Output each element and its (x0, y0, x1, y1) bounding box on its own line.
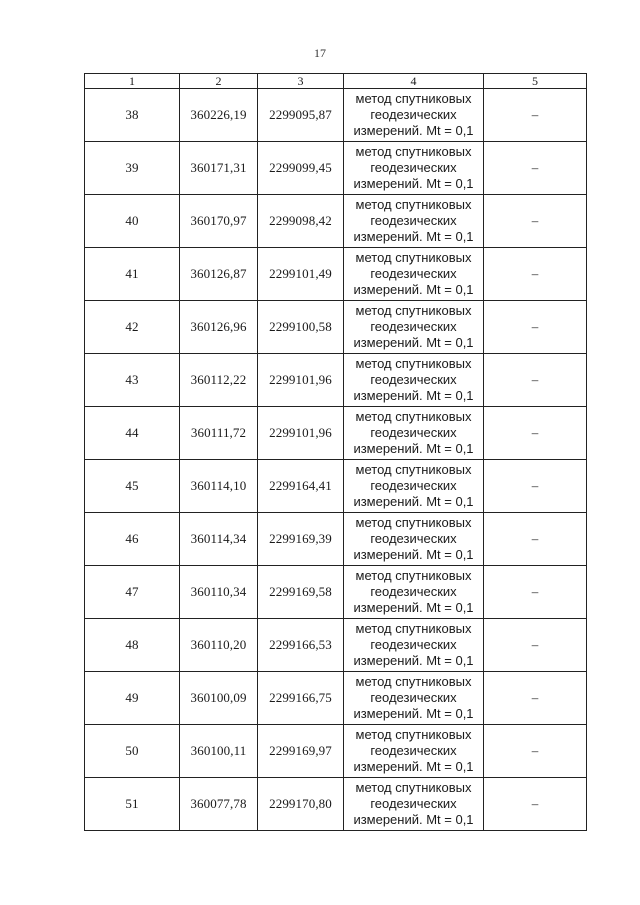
method-line: метод спутниковых (355, 727, 472, 742)
column-5-cell: – (484, 566, 587, 619)
point-number-cell: 41 (85, 248, 180, 301)
header-col-5: 5 (484, 74, 587, 89)
method-cell (344, 89, 484, 142)
y-coordinate-cell: 2299098,42 (258, 195, 344, 248)
column-5-cell: – (484, 619, 587, 672)
point-number-cell: 40 (85, 195, 180, 248)
y-coordinate-cell: 2299099,45 (258, 142, 344, 195)
method-line: измерений. Mt = 0,1 (353, 229, 474, 244)
method-line: измерений. Mt = 0,1 (353, 335, 474, 350)
table-row (85, 725, 587, 778)
method-cell (344, 619, 484, 672)
y-coordinate-cell: 2299170,80 (258, 778, 344, 831)
point-number-cell: 49 (85, 672, 180, 725)
method-cell (344, 301, 484, 354)
x-coordinate-cell: 360112,22 (180, 354, 258, 407)
x-coordinate-cell: 360100,09 (180, 672, 258, 725)
table-row (85, 566, 587, 619)
method-line: измерений. Mt = 0,1 (353, 282, 474, 297)
method-line: метод спутниковых (355, 568, 472, 583)
method-line: геодезических (370, 372, 457, 387)
method-line: метод спутниковых (355, 91, 472, 106)
method-line: геодезических (370, 160, 457, 175)
column-5-cell: – (484, 407, 587, 460)
y-coordinate-cell: 2299169,58 (258, 566, 344, 619)
method-line: метод спутниковых (355, 780, 472, 795)
column-5-cell: – (484, 778, 587, 831)
method-line: метод спутниковых (355, 462, 472, 477)
x-coordinate-cell: 360114,10 (180, 460, 258, 513)
column-5-cell: – (484, 142, 587, 195)
table-header (85, 74, 587, 89)
coordinates-table (84, 73, 587, 831)
method-line: метод спутниковых (355, 674, 472, 689)
table-row (85, 407, 587, 460)
method-line: измерений. Mt = 0,1 (353, 547, 474, 562)
method-line: измерений. Mt = 0,1 (353, 123, 474, 138)
method-cell (344, 142, 484, 195)
method-line: измерений. Mt = 0,1 (353, 812, 474, 827)
point-number-cell: 48 (85, 619, 180, 672)
y-coordinate-cell: 2299100,58 (258, 301, 344, 354)
table-row (85, 672, 587, 725)
table-row (85, 142, 587, 195)
y-coordinate-cell: 2299169,39 (258, 513, 344, 566)
header-col-3: 3 (258, 74, 344, 89)
y-coordinate-cell: 2299101,49 (258, 248, 344, 301)
header-row (85, 74, 587, 89)
x-coordinate-cell: 360111,72 (180, 407, 258, 460)
table-row (85, 248, 587, 301)
y-coordinate-cell: 2299169,97 (258, 725, 344, 778)
table-row (85, 513, 587, 566)
table-row (85, 619, 587, 672)
method-cell (344, 513, 484, 566)
header-col-1: 1 (85, 74, 180, 89)
method-line: геодезических (370, 743, 457, 758)
method-line: метод спутниковых (355, 515, 472, 530)
method-line: измерений. Mt = 0,1 (353, 600, 474, 615)
method-line: метод спутниковых (355, 621, 472, 636)
method-line: геодезических (370, 107, 457, 122)
y-coordinate-cell: 2299101,96 (258, 354, 344, 407)
method-line: метод спутниковых (355, 356, 472, 371)
column-5-cell: – (484, 672, 587, 725)
column-5-cell: – (484, 195, 587, 248)
method-cell (344, 354, 484, 407)
method-cell (344, 778, 484, 831)
y-coordinate-cell: 2299166,75 (258, 672, 344, 725)
method-line: измерений. Mt = 0,1 (353, 759, 474, 774)
method-line: метод спутниковых (355, 197, 472, 212)
table-row (85, 354, 587, 407)
method-line: измерений. Mt = 0,1 (353, 176, 474, 191)
x-coordinate-cell: 360226,19 (180, 89, 258, 142)
method-line: измерений. Mt = 0,1 (353, 494, 474, 509)
point-number-cell: 47 (85, 566, 180, 619)
method-line: измерений. Mt = 0,1 (353, 653, 474, 668)
method-cell (344, 407, 484, 460)
method-line: геодезических (370, 796, 457, 811)
method-line: геодезических (370, 690, 457, 705)
method-cell (344, 195, 484, 248)
point-number-cell: 44 (85, 407, 180, 460)
table-row (85, 460, 587, 513)
method-line: измерений. Mt = 0,1 (353, 706, 474, 721)
point-number-cell: 46 (85, 513, 180, 566)
method-line: геодезических (370, 319, 457, 334)
method-line: геодезических (370, 478, 457, 493)
method-line: метод спутниковых (355, 303, 472, 318)
column-5-cell: – (484, 460, 587, 513)
point-number-cell: 45 (85, 460, 180, 513)
method-line: геодезических (370, 425, 457, 440)
method-line: метод спутниковых (355, 144, 472, 159)
method-cell (344, 566, 484, 619)
header-col-4: 4 (344, 74, 484, 89)
point-number-cell: 43 (85, 354, 180, 407)
column-5-cell: – (484, 513, 587, 566)
point-number-cell: 51 (85, 778, 180, 831)
point-number-cell: 50 (85, 725, 180, 778)
x-coordinate-cell: 360126,87 (180, 248, 258, 301)
x-coordinate-cell: 360114,34 (180, 513, 258, 566)
table-body (85, 89, 587, 831)
column-5-cell: – (484, 301, 587, 354)
method-line: геодезических (370, 266, 457, 281)
method-line: геодезических (370, 531, 457, 546)
method-line: метод спутниковых (355, 250, 472, 265)
method-cell (344, 460, 484, 513)
page-number: 17 (314, 46, 326, 60)
point-number-cell: 39 (85, 142, 180, 195)
method-line: метод спутниковых (355, 409, 472, 424)
method-line: измерений. Mt = 0,1 (353, 388, 474, 403)
y-coordinate-cell: 2299166,53 (258, 619, 344, 672)
table-row (85, 195, 587, 248)
table-row (85, 778, 587, 831)
method-cell (344, 725, 484, 778)
method-line: геодезических (370, 637, 457, 652)
x-coordinate-cell: 360100,11 (180, 725, 258, 778)
method-line: геодезических (370, 584, 457, 599)
x-coordinate-cell: 360170,97 (180, 195, 258, 248)
y-coordinate-cell: 2299101,96 (258, 407, 344, 460)
x-coordinate-cell: 360110,34 (180, 566, 258, 619)
point-number-cell: 38 (85, 89, 180, 142)
column-5-cell: – (484, 354, 587, 407)
y-coordinate-cell: 2299095,87 (258, 89, 344, 142)
method-cell (344, 672, 484, 725)
column-5-cell: – (484, 725, 587, 778)
x-coordinate-cell: 360077,78 (180, 778, 258, 831)
table-row (85, 301, 587, 354)
x-coordinate-cell: 360110,20 (180, 619, 258, 672)
y-coordinate-cell: 2299164,41 (258, 460, 344, 513)
x-coordinate-cell: 360171,31 (180, 142, 258, 195)
column-5-cell: – (484, 248, 587, 301)
point-number-cell: 42 (85, 301, 180, 354)
method-line: измерений. Mt = 0,1 (353, 441, 474, 456)
x-coordinate-cell: 360126,96 (180, 301, 258, 354)
method-cell (344, 248, 484, 301)
column-5-cell: – (484, 89, 587, 142)
method-line: геодезических (370, 213, 457, 228)
header-col-2: 2 (180, 74, 258, 89)
table-row (85, 89, 587, 142)
